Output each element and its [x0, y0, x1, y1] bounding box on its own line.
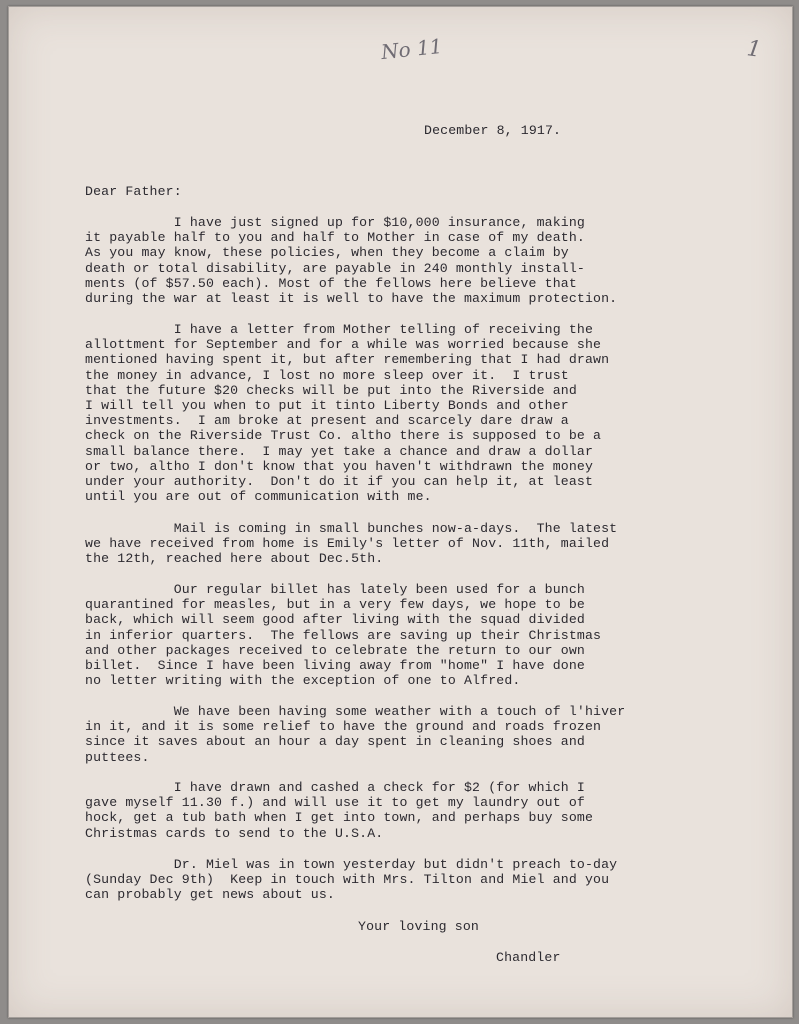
- paragraph-check: I have drawn and cashed a check for $2 (for which I gave myself 11.30 f.) and will use it to get my laundry out of hock, get a tub bath when I get into town, and perhaps buy some Christmas cards to send to the U.S.A.: [85, 780, 594, 841]
- paragraph-billet: Our regular billet has lately been used for a bunch quarantined for measles, but in a very few days, we hope to be back, which will seem good after living with the squad divided in inferior quarters. The fellows are saving up their Christmas and other packages received to celebrate the return to our own billet. Since I have been living away from "home" I have done no letter writing with the exception of one to Alfred.: [85, 582, 602, 689]
- salutation: Dear Father:: [85, 184, 182, 199]
- paragraph-allotment: I have a letter from Mother telling of receiving the allottment for September and for a while was worried because she mentioned having spent it, but after remembering that I had drawn the money in advance, I lost no more sleep over it. I trust that the future $20 checks will be put into the Riverside and I will tell you when to put it tinto Liberty Bonds and other investments. I am broke at present and scarcely dare draw a check on the Riverside Trust Co. altho there is supposed to be a small balance there. I may yet take a chance and draw a dollar or two, altho I don't know that you haven't withdrawn the money under your authority. Don't do it if you can help it, at least until you are out of communication with me.: [85, 322, 610, 505]
- letter-date: December 8, 1917.: [424, 123, 562, 138]
- closing: Your loving son: [358, 919, 479, 934]
- paragraph-mail: Mail is coming in small bunches now-a-days. The latest we have received from home is Emily's letter of Nov. 11th, mailed the 12th, reached here about Dec.5th.: [85, 521, 618, 567]
- paragraph-dr-miel: Dr. Miel was in town yesterday but didn't preach to-day (Sunday Dec 9th) Keep in touch with Mrs. Tilton and Miel and you can probably get news about us.: [85, 857, 618, 903]
- paragraph-insurance: I have just signed up for $10,000 insurance, making it payable half to you and half to Mother in case of my death. As you may know, these policies, when they become a claim by death or total disability, are payable in 240 monthly install- ments (of $57.50 each). Most of the fellows here believe that during the war at least it is well to have the maximum protection.: [85, 215, 618, 307]
- paragraph-weather: We have been having some weather with a touch of l'hiver in it, and it is some relief to have the ground and roads frozen since it saves about an hour a day spent in cleaning shoes and puttees.: [85, 704, 626, 765]
- handwritten-note: No 11: [379, 33, 444, 65]
- signature: Chandler: [496, 950, 561, 965]
- page-number: 1: [745, 36, 763, 63]
